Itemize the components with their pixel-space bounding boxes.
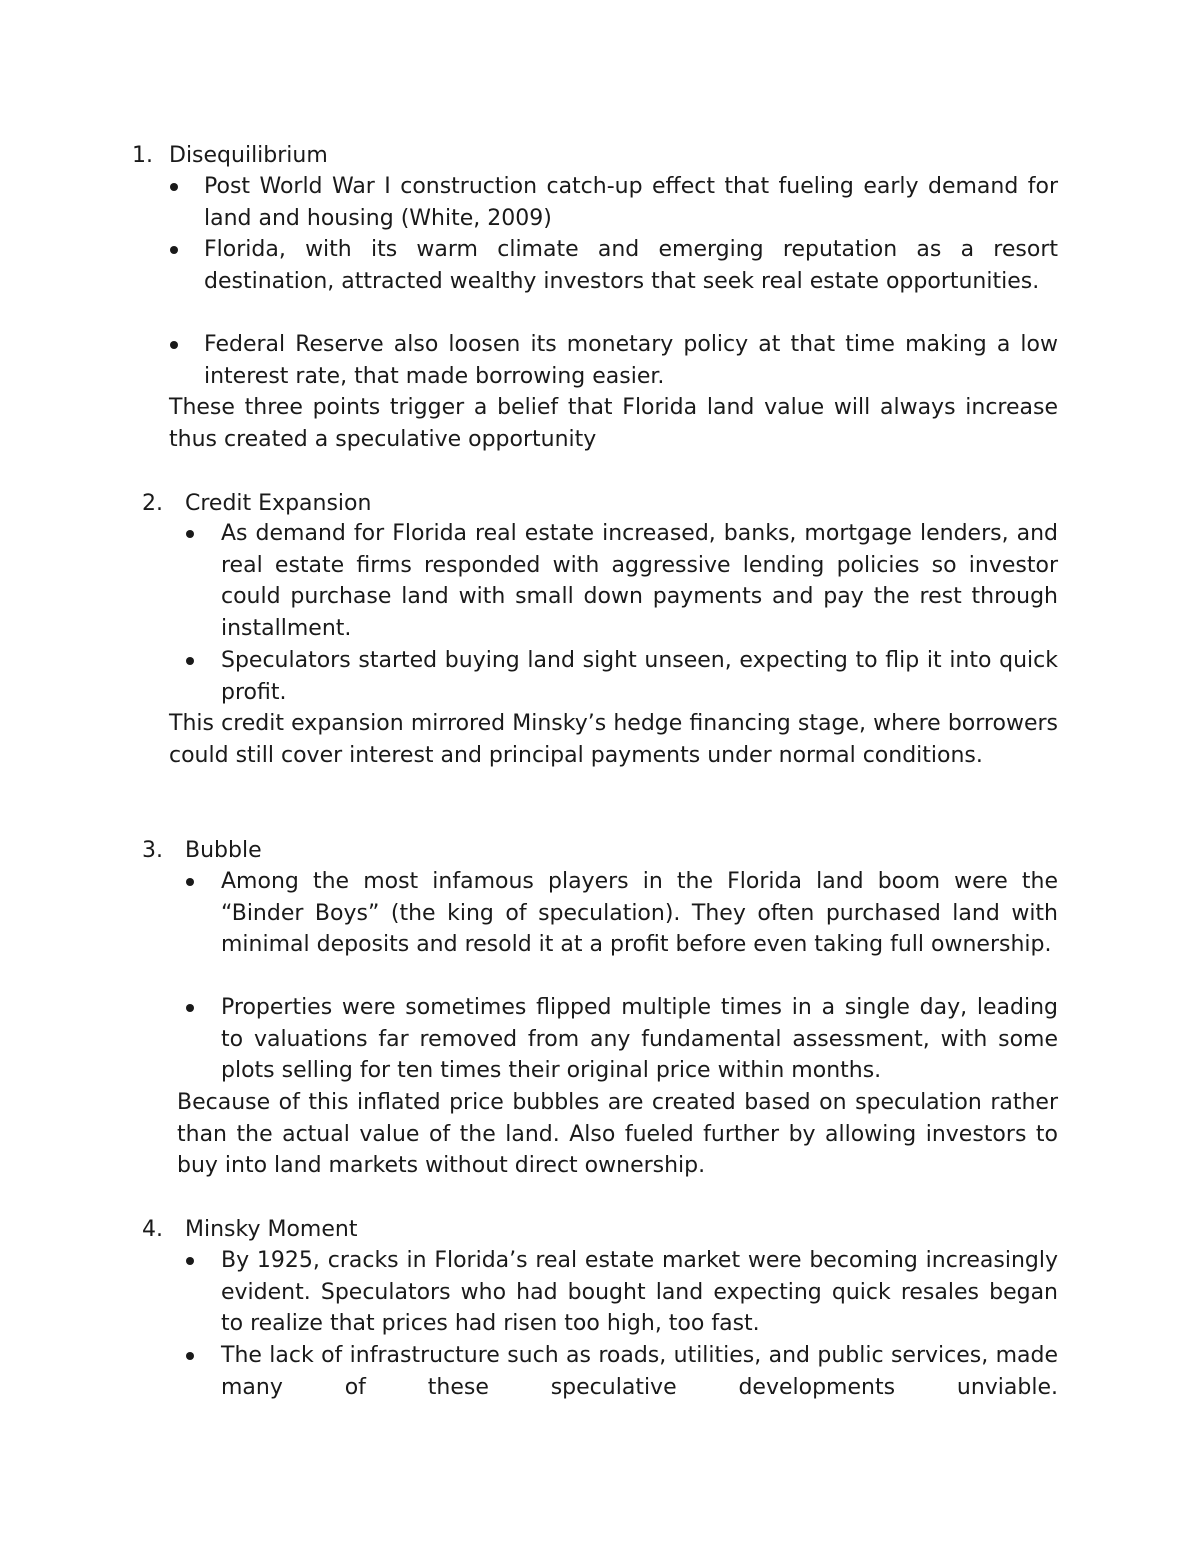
bullet-icon — [186, 530, 194, 538]
bullet-icon — [170, 341, 178, 349]
bullet-item: Post World War I construction catch-up effect that fueling early demand for land and housing (White, 2009) — [204, 174, 1058, 231]
bullet-icon — [170, 183, 178, 191]
bullet-icon — [186, 1352, 194, 1360]
bullet-icon — [186, 1004, 194, 1012]
bullet-item: Among the most infamous players in the Florida land boom were the “Binder Boys” (the king of speculation). They often purchased land with minimal deposits and resold it at a profit before even taking full ownership. — [221, 869, 1058, 957]
bullet-icon — [186, 657, 194, 665]
bullet-icon — [170, 246, 178, 254]
bullet-item: Federal Reserve also loosen its monetary policy at that time making a low interest rate, that made borrowing easier. — [204, 332, 1058, 389]
bullet-icon — [186, 1257, 194, 1265]
section-heading: Credit Expansion — [185, 491, 372, 516]
bullet-item: Florida, with its warm climate and emerging reputation as a resort destination, attracted wealthy investors that seek real estate opportunities. — [204, 237, 1058, 294]
bullet-item: Properties were sometimes flipped multiple times in a single day, leading to valuations far removed from any fundamental assessment, with some plots selling for ten times their original price within months. — [221, 995, 1058, 1083]
section-number: 1. — [132, 143, 153, 168]
bullet-item: As demand for Florida real estate increased, banks, mortgage lenders, and real estate firms responded with aggressive lending policies so investor could purchase land with small down payments and pay the rest through installment. — [221, 521, 1058, 641]
section-heading: Disequilibrium — [169, 143, 328, 168]
bullet-item: The lack of infrastructure such as roads, utilities, and public services, made many of these speculative developments unviable. — [221, 1343, 1058, 1400]
bullet-item: Speculators started buying land sight unseen, expecting to flip it into quick profit. — [221, 648, 1058, 705]
section-heading: Minsky Moment — [185, 1217, 358, 1242]
summary-paragraph: Because of this inflated price bubbles are created based on speculation rather than the actual value of the land. Also fueled further by allowing investors to buy into land markets without direct ownership. — [177, 1090, 1058, 1178]
summary-paragraph: These three points trigger a belief that Florida land value will always increase thus created a speculative opportunity — [169, 395, 1058, 452]
bullet-item: By 1925, cracks in Florida’s real estate market were becoming increasingly evident. Speculators who had bought land expecting quick resales began to realize that prices had risen too high, too fast. — [221, 1248, 1058, 1336]
section-number: 2. — [142, 491, 163, 516]
section-heading: Bubble — [185, 838, 262, 863]
section-number: 3. — [142, 838, 163, 863]
summary-paragraph: This credit expansion mirrored Minsky’s hedge financing stage, where borrowers could still cover interest and principal payments under normal conditions. — [169, 711, 1058, 768]
section-number: 4. — [142, 1217, 163, 1242]
bullet-icon — [186, 878, 194, 886]
